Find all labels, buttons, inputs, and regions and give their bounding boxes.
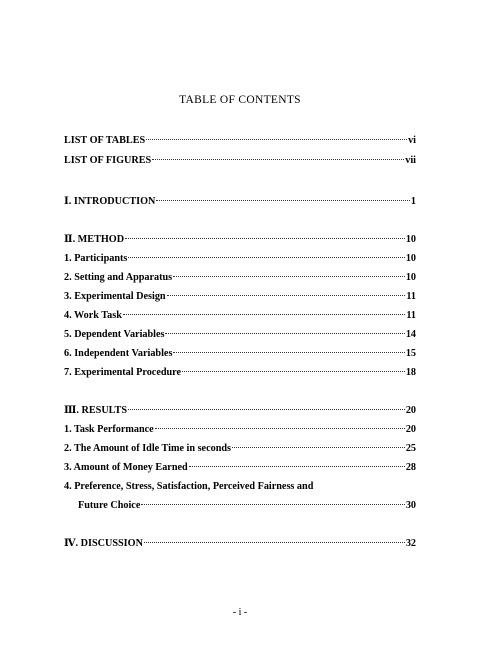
toc-page-number: 18 (405, 367, 416, 378)
toc-entry-label: 2. The Amount of Idle Time in seconds (64, 443, 231, 454)
dot-leader (125, 238, 405, 239)
dot-leader (189, 466, 405, 467)
toc-entry-label: Ⅲ. RESULTS (64, 405, 127, 416)
toc-page-number: 20 (405, 405, 416, 416)
toc-entry-independent-variables[interactable] (64, 348, 416, 360)
toc-entry-work-task[interactable] (64, 310, 416, 322)
toc-entry-experimental-design[interactable] (64, 291, 416, 303)
page-title: TABLE OF CONTENTS (179, 94, 301, 106)
toc-entry-method[interactable] (64, 234, 416, 246)
dot-leader (141, 504, 404, 505)
toc-page-number: 32 (405, 538, 416, 549)
toc-page-number: 28 (405, 462, 416, 473)
toc-entry-idle-time[interactable] (64, 443, 416, 455)
toc-entry-label: 4. Work Task (64, 310, 122, 321)
toc-page-number: 11 (406, 310, 416, 321)
dot-leader (173, 276, 405, 277)
dot-leader (155, 428, 405, 429)
toc-entry-task-performance[interactable] (64, 424, 416, 436)
dot-leader (128, 409, 405, 410)
toc-entry-label: 3. Experimental Design (64, 291, 166, 302)
toc-page-number: 25 (405, 443, 416, 454)
dot-leader (123, 314, 406, 315)
toc-page-number: 11 (406, 291, 416, 302)
dot-leader (167, 295, 406, 296)
toc-page-number: 20 (405, 424, 416, 435)
toc-page-number: 10 (405, 272, 416, 283)
toc-entry-introduction[interactable] (64, 196, 416, 208)
toc-entry-label: Ⅰ. INTRODUCTION (64, 196, 156, 207)
toc-entry-experimental-procedure[interactable] (64, 367, 416, 379)
toc-entry-label: 5. Dependent Variables (64, 329, 165, 340)
toc-entry-label: Future Choice (78, 500, 141, 511)
toc-entry-label: 7. Experimental Procedure (64, 367, 182, 378)
toc-entry-preference-line1[interactable]: 4. Preference, Stress, Satisfaction, Perceived Fairness and (64, 481, 314, 492)
toc-entry-list-of-tables[interactable] (64, 135, 416, 147)
toc-entry-discussion[interactable] (64, 538, 416, 550)
toc-page-number: vi (408, 135, 416, 146)
dot-leader (182, 371, 405, 372)
toc-entry-label: LIST OF FIGURES (64, 155, 152, 166)
toc-page-number: 15 (405, 348, 416, 359)
toc-entry-label: 1. Task Performance (64, 424, 154, 435)
dot-leader (152, 159, 404, 160)
dot-leader (173, 352, 404, 353)
toc-entry-preference-line2[interactable] (78, 500, 416, 512)
toc-entry-label: 6. Independent Variables (64, 348, 173, 359)
toc-entry-money-earned[interactable] (64, 462, 416, 474)
toc-entry-results[interactable] (64, 405, 416, 417)
toc-entry-label: 3. Amount of Money Earned (64, 462, 188, 473)
toc-entry-setting-and-apparatus[interactable] (64, 272, 416, 284)
toc-entry-participants[interactable] (64, 253, 416, 265)
toc-page-number: 10 (405, 253, 416, 264)
toc-page-number: 14 (405, 329, 416, 340)
dot-leader (156, 200, 410, 201)
dot-leader (144, 542, 405, 543)
dot-leader (128, 257, 404, 258)
dot-leader (146, 139, 407, 140)
toc-entry-list-of-figures[interactable] (64, 155, 416, 167)
toc-page-number: vii (405, 155, 416, 166)
dot-leader (165, 333, 404, 334)
toc-entry-dependent-variables[interactable] (64, 329, 416, 341)
dot-leader (232, 447, 405, 448)
toc-page-number: 1 (410, 196, 416, 207)
toc-page-number: 10 (405, 234, 416, 245)
toc-page-number: 30 (405, 500, 416, 511)
toc-entry-label: Ⅳ. DISCUSSION (64, 538, 143, 549)
toc-entry-label: LIST OF TABLES (64, 135, 146, 146)
toc-entry-label: 1. Participants (64, 253, 128, 264)
toc-entry-label: Ⅱ. METHOD (64, 234, 125, 245)
page-footer-number: - i - (232, 607, 248, 618)
toc-entry-label: 2. Setting and Apparatus (64, 272, 173, 283)
